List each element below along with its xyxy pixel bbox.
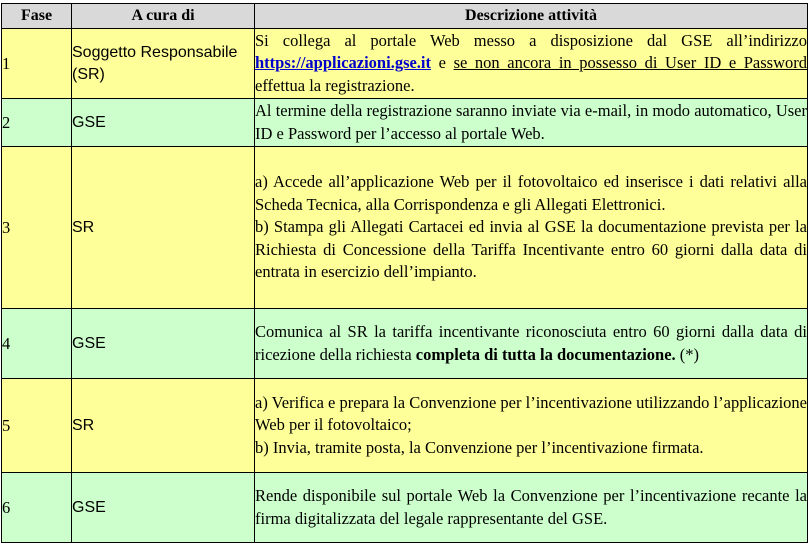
table-row — [2, 309, 808, 379]
header-descrizione: Descrizione attività — [255, 4, 808, 29]
fase-cell: 1 — [2, 29, 72, 99]
desc-item-b: b) Stampa gli Allegati Cartacei ed invia al GSE la documentazione prevista per la Richiesta di Concessione della Tariffa Incentivante entro 60 giorni dalla data di entrata in esercizio dell’impianto. — [255, 217, 807, 282]
descrizione-cell: Rende disponibile sul portale Web la Convenzione per l’incentivazione recante la firma digitalizzata del legale rappresentante del GSE. — [255, 473, 808, 543]
descrizione-cell — [255, 309, 808, 379]
portal-link[interactable]: https://applicazioni.gse.it — [255, 53, 432, 73]
header-a-cura-di: A cura di — [72, 4, 255, 29]
table-row — [2, 99, 808, 147]
descrizione-cell — [255, 29, 808, 99]
fase-cell: 4 — [2, 309, 72, 379]
desc-item-b: b) Invia, tramite posta, la Convenzione per l’incentivazione firmata. — [255, 437, 704, 457]
desc-text: (*) — [679, 344, 700, 364]
table-row — [2, 147, 808, 309]
desc-bold-text: completa di tutta la documentazione. — [415, 344, 676, 364]
desc-underlined-text: se non ancora in possesso di User ID e Password — [453, 53, 808, 73]
a-cura-di-cell: SR — [72, 147, 255, 309]
fase-cell: 2 — [2, 99, 72, 147]
descrizione-cell — [255, 379, 808, 473]
descrizione-cell: Al termine della registrazione saranno inviate via e-mail, in modo automatico, User ID e Password per l’accesso al portale Web. — [255, 99, 808, 147]
header-fase: Fase — [2, 4, 72, 29]
descrizione-cell — [255, 147, 808, 309]
desc-item-a: a) Verifica e prepara la Convenzione per l’incentivazione utilizzando l’applicazione Web per il fotovoltaico; — [255, 392, 807, 435]
desc-text: e — [438, 53, 446, 73]
header-row — [2, 4, 808, 29]
fase-cell: 6 — [2, 473, 72, 543]
a-cura-di-cell: Soggetto Responsabile (SR) — [72, 29, 255, 99]
fase-cell: 5 — [2, 379, 72, 473]
fase-cell: 3 — [2, 147, 72, 309]
desc-text: Si collega al portale Web messo a disposizione dal GSE all’indirizzo — [255, 30, 807, 50]
a-cura-di-cell: SR — [72, 379, 255, 473]
table-row — [2, 29, 808, 99]
desc-text: effettua la registrazione. — [255, 75, 415, 95]
a-cura-di-cell: GSE — [72, 309, 255, 379]
a-cura-di-cell: GSE — [72, 473, 255, 543]
process-table — [1, 3, 808, 543]
a-cura-di-cell: GSE — [72, 99, 255, 147]
desc-text: Comunica al SR la tariffa incentivante riconosciuta entro 60 giorni dalla data di ricezione della richiesta — [255, 321, 807, 364]
desc-item-a: a) Accede all’applicazione Web per il fotovoltaico ed inserisce i dati relativi alla Scheda Tecnica, alla Corrispondenza e gli Allegati Elettronici. — [255, 172, 807, 214]
table-row — [2, 473, 808, 543]
table-row — [2, 379, 808, 473]
